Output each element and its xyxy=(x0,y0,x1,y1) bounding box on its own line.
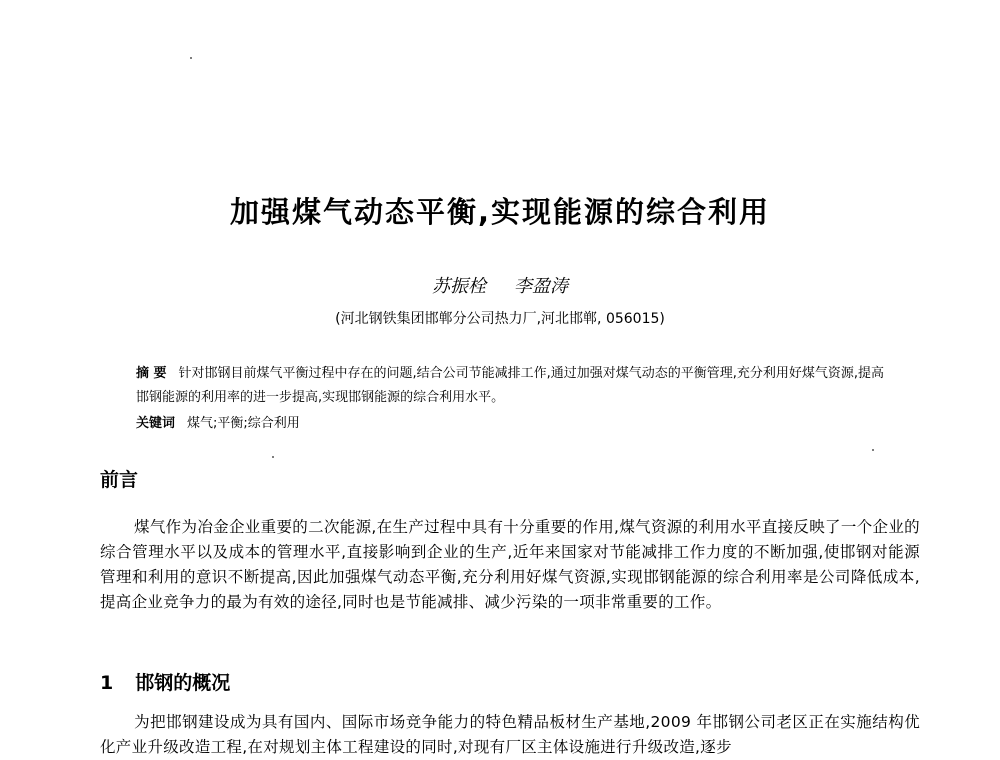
section-heading-text: 邯钢的概况 xyxy=(135,672,231,694)
section-heading-overview xyxy=(100,668,230,695)
keywords-text: 煤气;平衡;综合利用 xyxy=(187,416,300,431)
paper-title: 加强煤气动态平衡,实现能源的综合利用 xyxy=(229,195,771,229)
scan-speck xyxy=(872,449,874,451)
section-heading-preface xyxy=(100,465,138,492)
paragraph-text: 煤气作为冶金企业重要的二次能源,在生产过程中具有十分重要的作用,煤气资源的利用水平直接反映了一个企业的综合管理水平以及成本的管理水平,直接影响到企业的生产,近年来国家对节能减排工作力度的不断加强,使邯钢对能源管理和利用的意识不断提高,因此加强煤气动态平衡,充分利用好煤气资源,实现邯钢能源的综合利用率是公司降低成本,提高企业竞争力的最为有效的途径,同时也是节能减排、减少污染的一项非常重要的工作。 xyxy=(100,518,920,611)
keywords-block xyxy=(136,412,300,431)
keywords-label: 关键词 xyxy=(136,416,176,431)
author-name: 苏振栓 xyxy=(432,276,486,297)
section-paragraph-overview xyxy=(100,710,920,760)
author-list xyxy=(0,272,1000,298)
abstract-text: 针对邯钢目前煤气平衡过程中存在的问题,结合公司节能减排工作,通过加强对煤气动态的平衡管理,充分利用好煤气资源,提高邯钢能源的利用率的进一步提高,实现邯钢能源的综合利用水平。 xyxy=(136,366,885,405)
scan-speck xyxy=(272,456,274,458)
author-name: 李盈涛 xyxy=(514,276,568,297)
section-paragraph-preface xyxy=(100,515,920,615)
paragraph-text: 为把邯钢建设成为具有国内、国际市场竞争能力的特色精品板材生产基地,2009 年邯钢公司老区正在实施结构优化产业升级改造工程,在对规划主体工程建设的同时,对现有厂区主体设施进行升级改造,逐步 xyxy=(100,713,920,756)
section-heading-text: 前言 xyxy=(100,469,139,491)
abstract-label: 摘 要 xyxy=(136,366,167,381)
section-number: 1 xyxy=(100,672,114,694)
abstract-block xyxy=(136,362,896,410)
author-affiliation: (河北钢铁集团邯郸分公司热力厂,河北邯郸, 056015) xyxy=(335,311,665,327)
scan-speck xyxy=(190,57,192,59)
